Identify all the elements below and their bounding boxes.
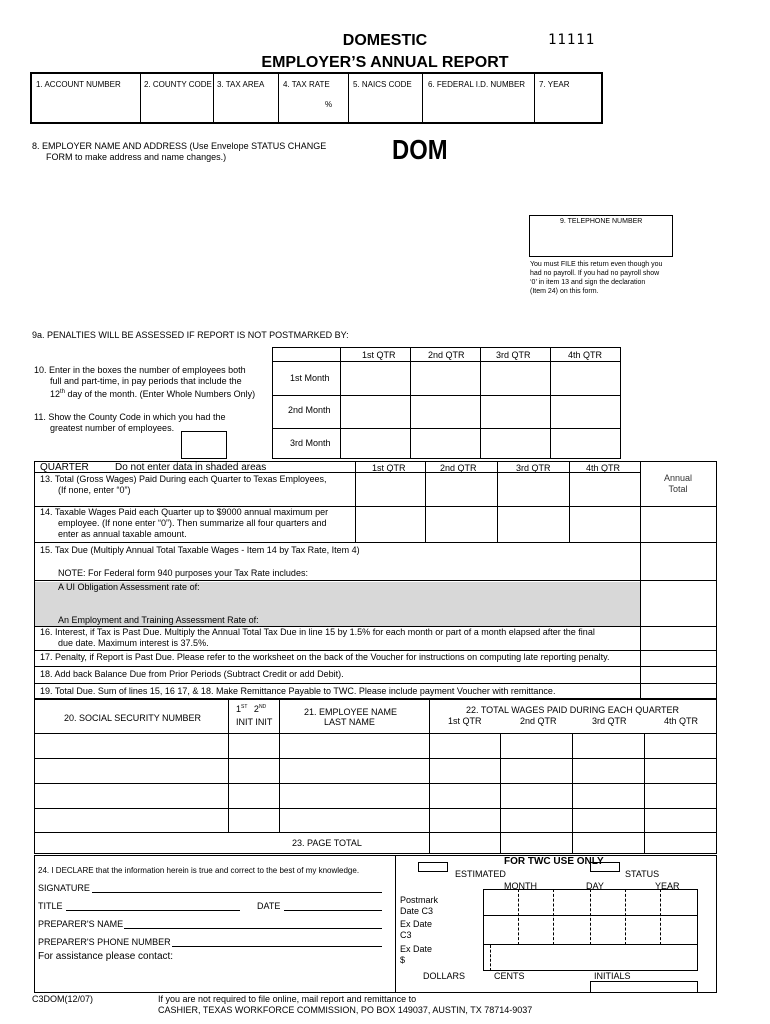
- payroll-note: You must FILE this return even though you had no payroll. If you had no payroll show ‘0’ in item 13 and sign the declaration (Item 24) on this form.: [530, 261, 663, 295]
- emp-qtr-2: 2nd QTR: [428, 350, 465, 360]
- employer-label-line1: 8. EMPLOYER NAME AND ADDRESS (Use Envelope STATUS CHANGE: [32, 141, 327, 151]
- wages-title: 22. TOTAL WAGES PAID DURING EACH QUARTER: [466, 705, 680, 715]
- field-year: 7. YEAR: [539, 80, 570, 89]
- title-label: TITLE: [38, 901, 63, 911]
- exdate-label: Ex Date C3: [400, 919, 433, 940]
- status-label: STATUS: [625, 869, 660, 879]
- telephone-label: 9. TELEPHONE NUMBER: [560, 218, 643, 225]
- form-code: 11111: [548, 32, 596, 48]
- emp-qtr-1: 1st QTR: [362, 350, 396, 360]
- wages-qtr-2: 2nd QTR: [520, 716, 557, 726]
- dom-mark: DOM: [392, 134, 448, 165]
- percent-sign: %: [325, 100, 333, 109]
- preparer-name-label: PREPARER'S NAME: [38, 919, 124, 929]
- preparer-name-line[interactable]: [124, 928, 382, 929]
- qt-qtr-3: 3rd QTR: [516, 463, 551, 473]
- wages-qtr-1: 1st QTR: [448, 716, 482, 726]
- footer-line1: If you are not required to file online, mail report and remittance to: [158, 994, 417, 1004]
- status-box[interactable]: [590, 862, 620, 872]
- preparer-phone-line[interactable]: [172, 946, 382, 947]
- employee-name-header: 21. EMPLOYEE NAME: [304, 707, 398, 717]
- day-label: DAY: [586, 881, 604, 891]
- line-13: 13. Total (Gross Wages) Paid During each Quarter to Texas Employees, (If none, enter “0”): [40, 474, 327, 495]
- initials-box[interactable]: [590, 981, 698, 993]
- quarter-label: QUARTER: [40, 462, 89, 473]
- estimated-label: ESTIMATED: [455, 869, 506, 879]
- page-total-label: 23. PAGE TOTAL: [292, 838, 362, 848]
- assistance-label: For assistance please contact:: [38, 951, 174, 962]
- dollars-label: DOLLARS: [423, 971, 466, 981]
- qt-qtr-1: 1st QTR: [372, 463, 406, 473]
- field-county-code: 2. COUNTY CODE: [144, 80, 212, 89]
- initials-label: INITIALS: [594, 971, 631, 981]
- signature-label: SIGNATURE: [38, 883, 90, 893]
- item10-instructions: 10. Enter in the boxes the number of employees both full and part-time, in pay periods that include the 12th day of the month. (Enter Whole Numbers Only): [34, 365, 256, 399]
- line-16: 16. Interest, if Tax is Past Due. Multiply the Annual Total Tax Due in line 15 by 1.5% for each month or part of a month elapsed after the final due date. Maximum interest is 37.5%.: [40, 627, 595, 648]
- field-naics-code: 5. NAICS CODE: [353, 80, 412, 89]
- last-name-header: LAST NAME: [324, 717, 375, 727]
- init-header: 1ST 2ND: [236, 704, 267, 714]
- line-18: 18. Add back Balance Due from Prior Periods (Subtract Credit or add Debit).: [40, 669, 344, 679]
- qt-qtr-2: 2nd QTR: [440, 463, 477, 473]
- footer-line2: CASHIER, TEXAS WORKFORCE COMMISSION, PO BOX 149037, AUSTIN, TX 78714-9037: [158, 1005, 533, 1015]
- year-label: YEAR: [655, 881, 680, 891]
- twc-use-heading: FOR TWC USE ONLY: [504, 856, 604, 867]
- line-19: 19. Total Due. Sum of lines 15, 16 17, & 18. Make Remittance Payable to TWC. Please include payment Voucher with remittance.: [40, 686, 556, 696]
- form-id: C3DOM(12/07): [32, 994, 94, 1004]
- field-tax-area: 3. TAX AREA: [217, 80, 265, 89]
- init-label: INIT INIT: [236, 717, 273, 727]
- field-federal-id: 6. FEDERAL I.D. NUMBER: [428, 80, 526, 89]
- line-17: 17. Penalty, if Report is Past Due. Please refer to the worksheet on the back of the Voucher for instructions on computing late reporting penalty.: [40, 652, 610, 662]
- ssn-header: 20. SOCIAL SECURITY NUMBER: [64, 713, 202, 723]
- form-title-line2: EMPLOYER’S ANNUAL REPORT: [261, 54, 509, 71]
- emp-qtr-3: 3rd QTR: [496, 350, 531, 360]
- line-15: 15. Tax Due (Multiply Annual Total Taxable Wages - Item 14 by Tax Rate, Item 4): [40, 545, 360, 555]
- declaration-text: 24. I DECLARE that the information herein is true and correct to the best of my knowledge.: [38, 866, 360, 875]
- postmark-label: Postmark Date C3: [400, 895, 439, 916]
- county-code-box[interactable]: [181, 431, 227, 459]
- field-account-number: 1. ACCOUNT NUMBER: [36, 80, 121, 89]
- qt-qtr-4: 4th QTR: [586, 463, 621, 473]
- title-line[interactable]: [66, 910, 240, 911]
- line-14: 14. Taxable Wages Paid each Quarter up to $9000 annual maximum per employee. (If none enter “0”). Then summarize all four quarters and enter as annual taxable amount.: [40, 507, 329, 539]
- note-940: NOTE: For Federal form 940 purposes your Tax Rate includes:: [58, 568, 308, 578]
- signature-line[interactable]: [92, 892, 382, 893]
- preparer-phone-label: PREPARER'S PHONE NUMBER: [38, 937, 171, 947]
- item11-instructions: 11. Show the County Code in which you had the greatest number of employees.: [34, 412, 226, 433]
- emp-qtr-4: 4th QTR: [568, 350, 603, 360]
- month-3: 3rd Month: [290, 438, 331, 448]
- employer-label-line2: FORM to make address and name changes.): [46, 152, 227, 162]
- shaded-note: Do not enter data in shaded areas: [115, 462, 267, 473]
- form-title-line1: DOMESTIC: [342, 32, 428, 49]
- month-2: 2nd Month: [288, 405, 331, 415]
- et-rate: An Employment and Training Assessment Rate of:: [58, 615, 259, 625]
- wages-qtr-4: 4th QTR: [664, 716, 699, 726]
- exdate2-label: Ex Date $: [400, 944, 433, 965]
- date-label: DATE: [257, 901, 281, 911]
- month-label: MONTH: [504, 881, 537, 891]
- penalties-note: 9a. PENALTIES WILL BE ASSESSED IF REPORT IS NOT POSTMARKED BY:: [32, 330, 349, 340]
- cents-label: CENTS: [494, 971, 525, 981]
- date-line[interactable]: [284, 910, 382, 911]
- ui-rate: A UI Obligation Assessment rate of:: [58, 582, 200, 592]
- estimated-box[interactable]: [418, 862, 448, 872]
- wages-qtr-3: 3rd QTR: [592, 716, 627, 726]
- annual-total-label: Annual Total: [663, 473, 693, 494]
- field-tax-rate: 4. TAX RATE: [283, 80, 330, 89]
- month-1: 1st Month: [290, 373, 330, 383]
